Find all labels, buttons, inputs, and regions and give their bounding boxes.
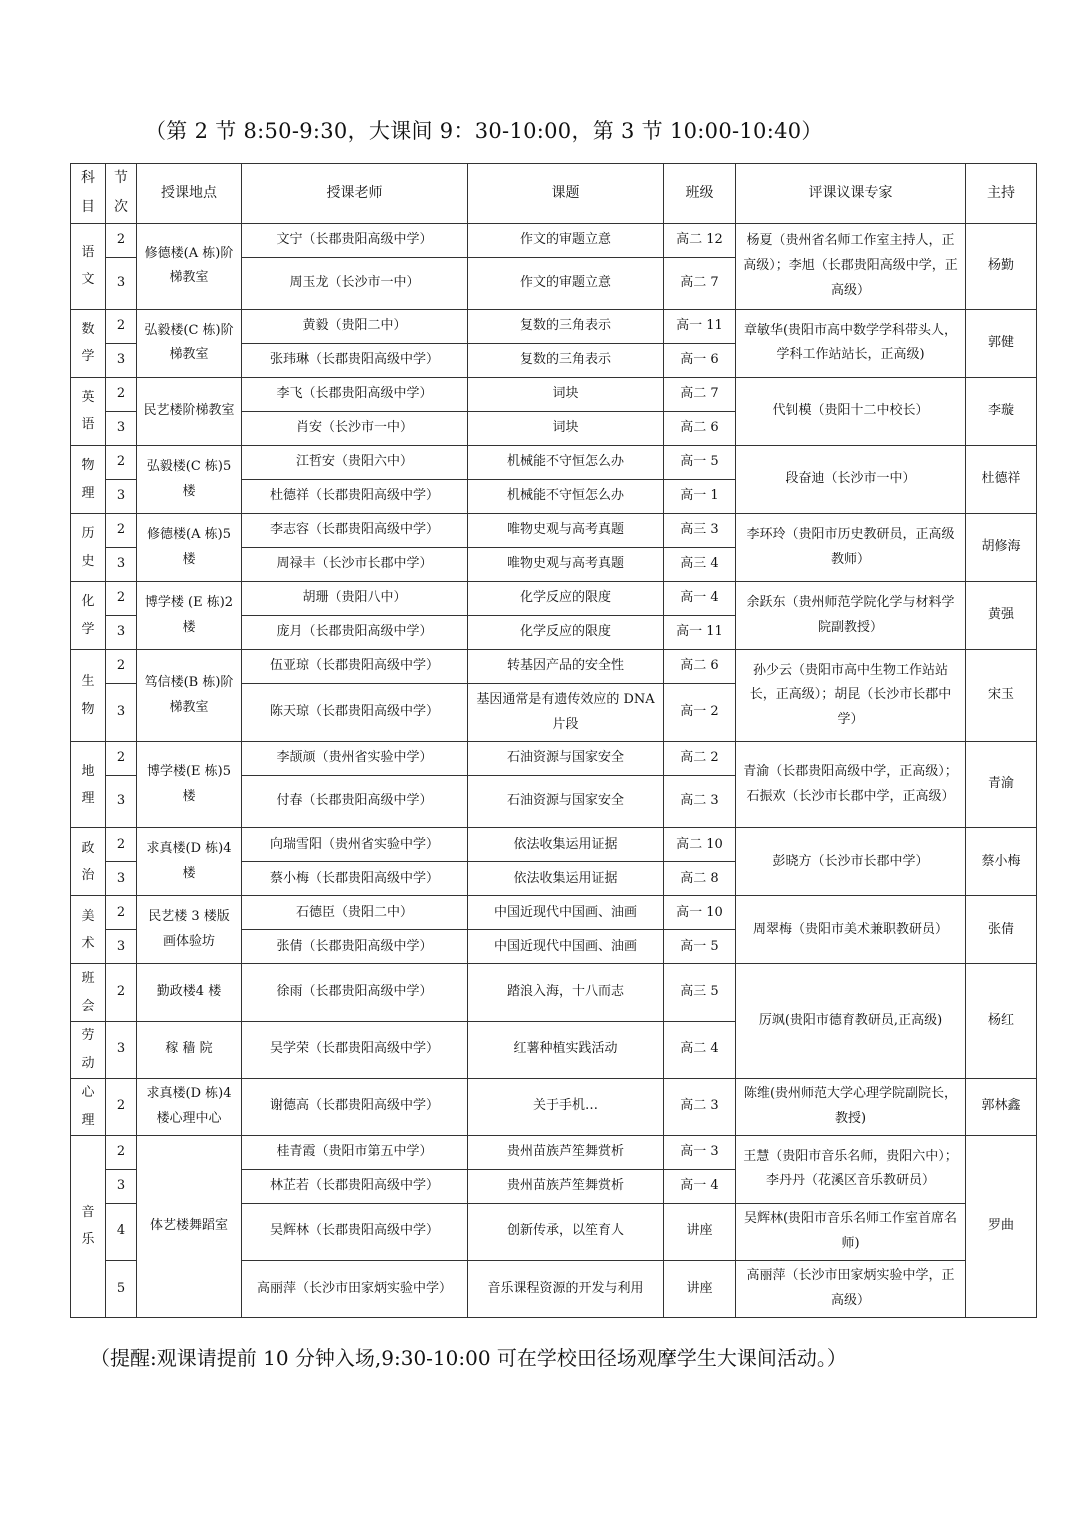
topic-cell: 转基因产品的安全性 bbox=[468, 650, 664, 684]
topic-cell: 复数的三角表示 bbox=[468, 309, 664, 343]
location-cell: 勤政楼4 楼 bbox=[137, 964, 242, 1021]
period-cell: 2 bbox=[106, 1135, 137, 1169]
class-cell: 高一 1 bbox=[664, 480, 736, 514]
topic-cell: 作文的审题立意 bbox=[468, 257, 664, 309]
host-cell: 杨勤 bbox=[966, 223, 1037, 309]
table-row bbox=[71, 582, 1037, 616]
host-cell: 青渝 bbox=[966, 742, 1037, 828]
topic-cell: 石油资源与国家安全 bbox=[468, 742, 664, 776]
period-cell: 2 bbox=[106, 514, 137, 548]
period-cell: 2 bbox=[106, 377, 137, 411]
period-cell: 2 bbox=[106, 1078, 137, 1135]
host-cell: 罗曲 bbox=[966, 1135, 1037, 1317]
location-cell: 博学楼(E 栋)5 楼 bbox=[137, 742, 242, 828]
table-row bbox=[71, 896, 1037, 930]
experts-cell: 青渝（长郡贵阳高级中学，正高级）；石振欢（长沙市长郡中学，正高级） bbox=[736, 742, 966, 828]
period-cell: 3 bbox=[106, 1021, 137, 1078]
header-subject: 科目 bbox=[71, 164, 106, 224]
host-cell: 蔡小梅 bbox=[966, 828, 1037, 896]
class-cell: 高二 7 bbox=[664, 257, 736, 309]
teacher-cell: 高丽萍（长沙市田家炳实验中学） bbox=[242, 1260, 468, 1317]
header-class: 班级 bbox=[664, 164, 736, 224]
class-cell: 高二 3 bbox=[664, 1078, 736, 1135]
period-cell: 2 bbox=[106, 650, 137, 684]
location-cell: 笃信楼(B 栋)阶梯教室 bbox=[137, 650, 242, 742]
header-topic: 课题 bbox=[468, 164, 664, 224]
period-cell: 3 bbox=[106, 343, 137, 377]
teacher-cell: 江哲安（贵阳六中） bbox=[242, 445, 468, 479]
teacher-cell: 杜德祥（长郡贵阳高级中学） bbox=[242, 480, 468, 514]
experts-cell: 厉飒(贵阳市德育教研员,正高级) bbox=[736, 964, 966, 1078]
period-cell: 2 bbox=[106, 223, 137, 257]
subject-cell: 劳动 bbox=[71, 1021, 106, 1078]
period-cell: 3 bbox=[106, 776, 137, 828]
topic-cell: 作文的审题立意 bbox=[468, 223, 664, 257]
teacher-cell: 张玮琳（长郡贵阳高级中学） bbox=[242, 343, 468, 377]
class-cell: 高三 5 bbox=[664, 964, 736, 1021]
location-cell: 弘毅楼(C 栋)阶梯教室 bbox=[137, 309, 242, 377]
period-cell: 3 bbox=[106, 257, 137, 309]
teacher-cell: 文宁（长郡贵阳高级中学） bbox=[242, 223, 468, 257]
class-cell: 高一 6 bbox=[664, 343, 736, 377]
topic-cell: 机械能不守恒怎么办 bbox=[468, 480, 664, 514]
class-cell: 高二 7 bbox=[664, 377, 736, 411]
topic-cell: 化学反应的限度 bbox=[468, 616, 664, 650]
topic-cell: 机械能不守恒怎么办 bbox=[468, 445, 664, 479]
subject-cell: 班会 bbox=[71, 964, 106, 1021]
teacher-cell: 李志容（长郡贵阳高级中学） bbox=[242, 514, 468, 548]
teacher-cell: 徐雨（长郡贵阳高级中学） bbox=[242, 964, 468, 1021]
host-cell: 黄强 bbox=[966, 582, 1037, 650]
teacher-cell: 吴辉林（长郡贵阳高级中学） bbox=[242, 1203, 468, 1260]
experts-cell: 吴辉林(贵阳市音乐名师工作室首席名师) bbox=[736, 1203, 966, 1260]
teacher-cell: 庞月（长郡贵阳高级中学） bbox=[242, 616, 468, 650]
topic-cell: 踏浪入海，十八而志 bbox=[468, 964, 664, 1021]
experts-cell: 陈维(贵州师范大学心理学院副院长，教授) bbox=[736, 1078, 966, 1135]
experts-cell: 周翠梅（贵阳市美术兼职教研员） bbox=[736, 896, 966, 964]
period-cell: 2 bbox=[106, 309, 137, 343]
class-cell: 高一 3 bbox=[664, 1135, 736, 1169]
period-cell: 3 bbox=[106, 480, 137, 514]
topic-cell: 基因通常是有遗传效应的 DNA 片段 bbox=[468, 684, 664, 742]
topic-cell: 关于手机… bbox=[468, 1078, 664, 1135]
topic-cell: 石油资源与国家安全 bbox=[468, 776, 664, 828]
period-cell: 3 bbox=[106, 1169, 137, 1203]
topic-cell: 音乐课程资源的开发与利用 bbox=[468, 1260, 664, 1317]
period-cell: 3 bbox=[106, 684, 137, 742]
topic-cell: 依法收集运用证据 bbox=[468, 828, 664, 862]
location-cell: 求真楼(D 栋)4 楼心理中心 bbox=[137, 1078, 242, 1135]
experts-cell: 杨夏（贵州省名师工作室主持人，正高级）；李旭（长郡贵阳高级中学，正高级） bbox=[736, 223, 966, 309]
teacher-cell: 胡珊（贵阳八中） bbox=[242, 582, 468, 616]
table-row bbox=[71, 309, 1037, 343]
class-cell: 高二 3 bbox=[664, 776, 736, 828]
location-cell: 博学楼 (E 栋)2 楼 bbox=[137, 582, 242, 650]
subject-cell: 音乐 bbox=[71, 1135, 106, 1317]
location-cell: 民艺楼阶梯教室 bbox=[137, 377, 242, 445]
topic-cell: 词块 bbox=[468, 377, 664, 411]
experts-cell: 段奋迪（长沙市一中） bbox=[736, 445, 966, 513]
table-header-row bbox=[71, 164, 1037, 224]
table-row bbox=[71, 445, 1037, 479]
experts-cell: 高丽萍（长沙市田家炳实验中学，正高级） bbox=[736, 1260, 966, 1317]
subject-cell: 物理 bbox=[71, 445, 106, 513]
class-cell: 高二 2 bbox=[664, 742, 736, 776]
topic-cell: 红薯种植实践活动 bbox=[468, 1021, 664, 1078]
location-cell: 体艺楼舞蹈室 bbox=[137, 1135, 242, 1317]
teacher-cell: 石德臣（贵阳二中） bbox=[242, 896, 468, 930]
topic-cell: 唯物史观与高考真题 bbox=[468, 548, 664, 582]
class-cell: 高一 11 bbox=[664, 616, 736, 650]
experts-cell: 代钊模（贵阳十二中校长） bbox=[736, 377, 966, 445]
topic-cell: 唯物史观与高考真题 bbox=[468, 514, 664, 548]
location-cell: 求真楼(D 栋)4 楼 bbox=[137, 828, 242, 896]
subject-cell: 地理 bbox=[71, 742, 106, 828]
schedule-table bbox=[70, 163, 1037, 1318]
topic-cell: 依法收集运用证据 bbox=[468, 862, 664, 896]
teacher-cell: 蔡小梅（长郡贵阳高级中学） bbox=[242, 862, 468, 896]
class-cell: 高二 8 bbox=[664, 862, 736, 896]
table-row bbox=[71, 828, 1037, 862]
period-cell: 3 bbox=[106, 862, 137, 896]
location-cell: 稼 穑 院 bbox=[137, 1021, 242, 1078]
header-teacher: 授课老师 bbox=[242, 164, 468, 224]
table-row bbox=[71, 742, 1037, 776]
table-row bbox=[71, 1135, 1037, 1169]
period-cell: 2 bbox=[106, 742, 137, 776]
topic-cell: 贵州苗族芦笙舞赏析 bbox=[468, 1135, 664, 1169]
period-cell: 2 bbox=[106, 582, 137, 616]
experts-cell: 章敏华(贵阳市高中数学学科带头人，学科工作站站长，正高级) bbox=[736, 309, 966, 377]
class-cell: 高一 10 bbox=[664, 896, 736, 930]
period-cell: 2 bbox=[106, 896, 137, 930]
host-cell: 宋玉 bbox=[966, 650, 1037, 742]
topic-cell: 贵州苗族芦笙舞赏析 bbox=[468, 1169, 664, 1203]
class-cell: 高二 6 bbox=[664, 411, 736, 445]
class-cell: 高二 6 bbox=[664, 650, 736, 684]
class-cell: 高一 2 bbox=[664, 684, 736, 742]
class-cell: 高一 11 bbox=[664, 309, 736, 343]
subject-cell: 化学 bbox=[71, 582, 106, 650]
teacher-cell: 李颉颃（贵州省实验中学） bbox=[242, 742, 468, 776]
teacher-cell: 谢德高（长郡贵阳高级中学） bbox=[242, 1078, 468, 1135]
teacher-cell: 黄毅（贵阳二中） bbox=[242, 309, 468, 343]
period-cell: 3 bbox=[106, 548, 137, 582]
class-cell: 高一 4 bbox=[664, 582, 736, 616]
table-row bbox=[71, 377, 1037, 411]
class-cell: 高三 4 bbox=[664, 548, 736, 582]
topic-cell: 创新传承，以笙育人 bbox=[468, 1203, 664, 1260]
period-cell: 2 bbox=[106, 828, 137, 862]
teacher-cell: 肖安（长沙市一中） bbox=[242, 411, 468, 445]
header-host: 主持 bbox=[966, 164, 1037, 224]
class-cell: 高一 4 bbox=[664, 1169, 736, 1203]
subject-cell: 生物 bbox=[71, 650, 106, 742]
table-row bbox=[71, 964, 1037, 1021]
period-cell: 3 bbox=[106, 616, 137, 650]
topic-cell: 词块 bbox=[468, 411, 664, 445]
experts-cell: 彭晓方（长沙市长郡中学） bbox=[736, 828, 966, 896]
period-cell: 5 bbox=[106, 1260, 137, 1317]
host-cell: 郭林鑫 bbox=[966, 1078, 1037, 1135]
period-cell: 3 bbox=[106, 411, 137, 445]
table-row bbox=[71, 514, 1037, 548]
class-cell: 讲座 bbox=[664, 1203, 736, 1260]
teacher-cell: 向瑞雪阳（贵州省实验中学） bbox=[242, 828, 468, 862]
teacher-cell: 伍亚琼（长郡贵阳高级中学） bbox=[242, 650, 468, 684]
host-cell: 胡修海 bbox=[966, 514, 1037, 582]
host-cell: 杜德祥 bbox=[966, 445, 1037, 513]
table-row bbox=[71, 650, 1037, 684]
table-row bbox=[71, 1078, 1037, 1135]
host-cell: 郭健 bbox=[966, 309, 1037, 377]
reminder-note: （提醒:观课请提前 10 分钟入场,9:30-10:00 可在学校田径场观摩学生大课间活动。） bbox=[90, 1346, 847, 1370]
subject-cell: 语文 bbox=[71, 223, 106, 309]
subject-cell: 心理 bbox=[71, 1078, 106, 1135]
teacher-cell: 吴学荣（长郡贵阳高级中学） bbox=[242, 1021, 468, 1078]
class-cell: 讲座 bbox=[664, 1260, 736, 1317]
location-cell: 修德楼(A 栋)阶梯教室 bbox=[137, 223, 242, 309]
teacher-cell: 桂青霞（贵阳市第五中学） bbox=[242, 1135, 468, 1169]
class-cell: 高三 3 bbox=[664, 514, 736, 548]
period-cell: 2 bbox=[106, 964, 137, 1021]
experts-cell: 李环玲（贵阳市历史教研员，正高级教师） bbox=[736, 514, 966, 582]
host-cell: 张倩 bbox=[966, 896, 1037, 964]
subject-cell: 数学 bbox=[71, 309, 106, 377]
schedule-heading: （第 2 节 8:50-9:30，大课间 9：30-10:00，第 3 节 10:00-10:40） bbox=[145, 119, 823, 143]
teacher-cell: 周玉龙（长沙市一中） bbox=[242, 257, 468, 309]
class-cell: 高二 12 bbox=[664, 223, 736, 257]
class-cell: 高二 10 bbox=[664, 828, 736, 862]
period-cell: 4 bbox=[106, 1203, 137, 1260]
experts-cell: 王慧（贵阳市音乐名师，贵阳六中）；李丹丹（花溪区音乐教研员） bbox=[736, 1135, 966, 1203]
teacher-cell: 周禄丰（长沙市长郡中学） bbox=[242, 548, 468, 582]
subject-cell: 历史 bbox=[71, 514, 106, 582]
topic-cell: 中国近现代中国画、油画 bbox=[468, 896, 664, 930]
class-cell: 高一 5 bbox=[664, 930, 736, 964]
class-cell: 高一 5 bbox=[664, 445, 736, 479]
host-cell: 李璇 bbox=[966, 377, 1037, 445]
period-cell: 3 bbox=[106, 930, 137, 964]
host-cell: 杨红 bbox=[966, 964, 1037, 1078]
teacher-cell: 付春（长郡贵阳高级中学） bbox=[242, 776, 468, 828]
teacher-cell: 陈天琼（长郡贵阳高级中学） bbox=[242, 684, 468, 742]
subject-cell: 政治 bbox=[71, 828, 106, 896]
topic-cell: 复数的三角表示 bbox=[468, 343, 664, 377]
class-cell: 高二 4 bbox=[664, 1021, 736, 1078]
topic-cell: 化学反应的限度 bbox=[468, 582, 664, 616]
teacher-cell: 林芷若（长郡贵阳高级中学） bbox=[242, 1169, 468, 1203]
subject-cell: 英语 bbox=[71, 377, 106, 445]
location-cell: 弘毅楼(C 栋)5 楼 bbox=[137, 445, 242, 513]
teacher-cell: 李飞（长郡贵阳高级中学） bbox=[242, 377, 468, 411]
header-location: 授课地点 bbox=[137, 164, 242, 224]
header-period: 节次 bbox=[106, 164, 137, 224]
teacher-cell: 张倩（长郡贵阳高级中学） bbox=[242, 930, 468, 964]
location-cell: 民艺楼 3 楼版画体验坊 bbox=[137, 896, 242, 964]
subject-cell: 美术 bbox=[71, 896, 106, 964]
experts-cell: 孙少云（贵阳市高中生物工作站站长，正高级）；胡昆（长沙市长郡中学） bbox=[736, 650, 966, 742]
location-cell: 修德楼(A 栋)5 楼 bbox=[137, 514, 242, 582]
experts-cell: 余跃东（贵州师范学院化学与材料学院副教授） bbox=[736, 582, 966, 650]
topic-cell: 中国近现代中国画、油画 bbox=[468, 930, 664, 964]
header-experts: 评课议课专家 bbox=[736, 164, 966, 224]
period-cell: 2 bbox=[106, 445, 137, 479]
table-row bbox=[71, 223, 1037, 257]
